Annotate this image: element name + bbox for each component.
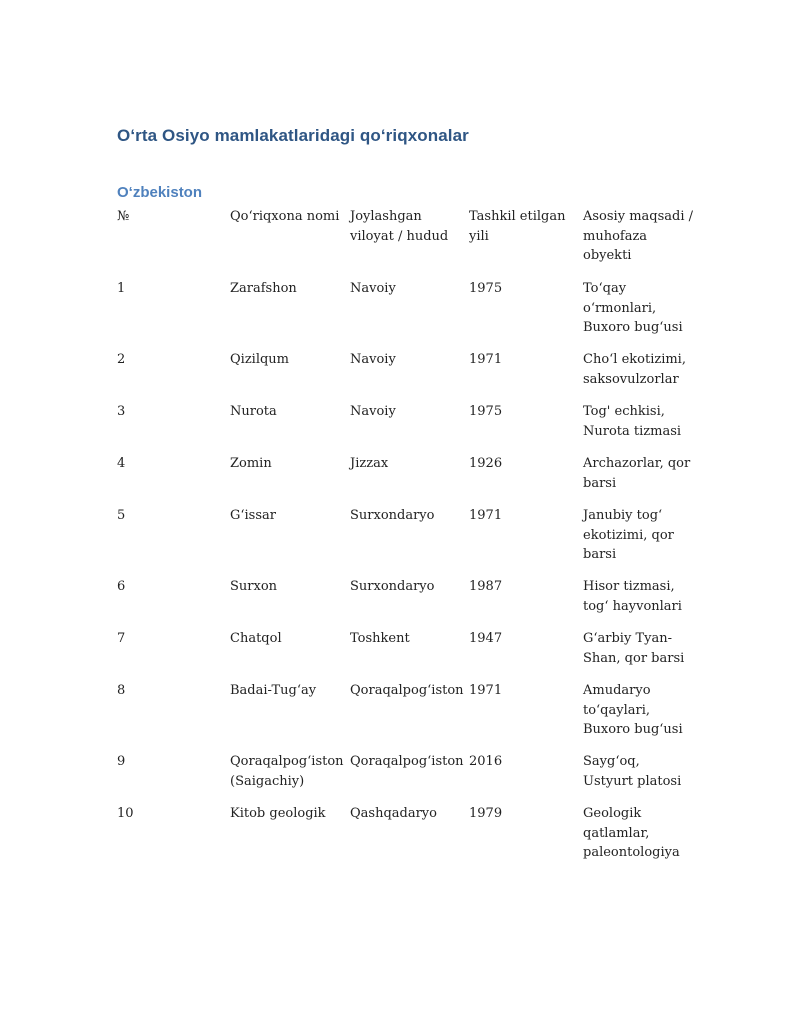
cell-region: Navoiy <box>350 281 396 296</box>
cell-region: Toshkent <box>350 631 410 646</box>
cell-region: Qoraqalpog‘iston <box>350 754 464 769</box>
header-purpose: Asosiy maqsadi / muhofaza obyekti <box>583 209 694 263</box>
cell-number: 3 <box>117 404 126 419</box>
cell-reserve-name: Badai-Tug‘ay <box>230 683 317 698</box>
table-row <box>117 752 697 804</box>
cell-number: 4 <box>117 456 126 471</box>
cell-purpose: To‘qay o‘rmonlari, Buxoro bug‘usi <box>583 281 683 335</box>
cell-year: 1975 <box>469 281 503 296</box>
table-row <box>117 279 697 350</box>
table-row <box>117 454 697 506</box>
table-row <box>117 506 697 577</box>
table-row <box>117 681 697 752</box>
cell-reserve-name: Surxon <box>230 579 278 594</box>
cell-purpose: Sayg‘oq, Ustyurt platosi <box>583 754 682 789</box>
cell-region: Qashqadaryo <box>350 806 437 821</box>
header-number: № <box>117 209 130 224</box>
cell-number: 9 <box>117 754 126 769</box>
cell-reserve-name: Nurota <box>230 404 277 419</box>
cell-year: 1947 <box>469 631 503 646</box>
cell-number: 7 <box>117 631 126 646</box>
cell-year: 1971 <box>469 352 503 367</box>
cell-reserve-name: Chatqol <box>230 631 282 646</box>
cell-reserve-name: Kitob geologik <box>230 806 326 821</box>
cell-year: 1979 <box>469 806 503 821</box>
cell-year: 1926 <box>469 456 503 471</box>
header-reserve-name: Qo‘riqxona nomi <box>230 209 340 224</box>
cell-number: 8 <box>117 683 126 698</box>
cell-purpose: G‘arbiy Tyan-Shan, qor barsi <box>583 631 685 666</box>
header-year: Tashkil etilgan yili <box>469 209 566 244</box>
cell-region: Navoiy <box>350 352 396 367</box>
cell-number: 1 <box>117 281 126 296</box>
table-row <box>117 577 697 629</box>
cell-year: 1971 <box>469 508 503 523</box>
table-row <box>117 350 697 402</box>
cell-region: Surxondaryo <box>350 579 435 594</box>
cell-reserve-name: G‘issar <box>230 508 276 523</box>
header-region: Joylashgan viloyat / hudud <box>350 209 449 244</box>
cell-reserve-name: Zomin <box>230 456 272 471</box>
section-heading: O‘zbekiston <box>117 184 203 201</box>
cell-purpose: Cho‘l ekotizimi, saksovulzorlar <box>583 352 686 387</box>
table-header-row <box>117 207 697 279</box>
cell-number: 10 <box>117 806 134 821</box>
cell-year: 1971 <box>469 683 503 698</box>
cell-purpose: Hisor tizmasi, tog‘ hayvonlari <box>583 579 682 614</box>
cell-purpose: Amudaryo to‘qaylari, Buxoro bug‘usi <box>583 683 683 737</box>
cell-region: Surxondaryo <box>350 508 435 523</box>
cell-purpose: Janubiy tog‘ ekotizimi, qor barsi <box>583 508 674 562</box>
cell-year: 1975 <box>469 404 503 419</box>
cell-purpose: Tog' echkisi, Nurota tizmasi <box>583 404 682 439</box>
cell-region: Navoiy <box>350 404 396 419</box>
cell-purpose: Archazorlar, qor barsi <box>583 456 691 491</box>
cell-region: Jizzax <box>350 456 389 471</box>
reserves-table <box>117 207 697 875</box>
table-row <box>117 402 697 454</box>
cell-number: 5 <box>117 508 126 523</box>
cell-year: 1987 <box>469 579 503 594</box>
cell-reserve-name: Zarafshon <box>230 281 297 296</box>
cell-region: Qoraqalpog‘iston <box>350 683 464 698</box>
cell-number: 2 <box>117 352 126 367</box>
cell-reserve-name: Qoraqalpog‘iston (Saigachiy) <box>230 754 344 789</box>
table-row <box>117 629 697 681</box>
cell-number: 6 <box>117 579 126 594</box>
cell-purpose: Geologik qatlamlar, paleontologiya <box>583 806 680 860</box>
cell-year: 2016 <box>469 754 503 769</box>
table-row <box>117 804 697 875</box>
cell-reserve-name: Qizilqum <box>230 352 290 367</box>
document-title: O‘rta Osiyo mamlakatlaridagi qo‘riqxonalar <box>117 126 469 145</box>
